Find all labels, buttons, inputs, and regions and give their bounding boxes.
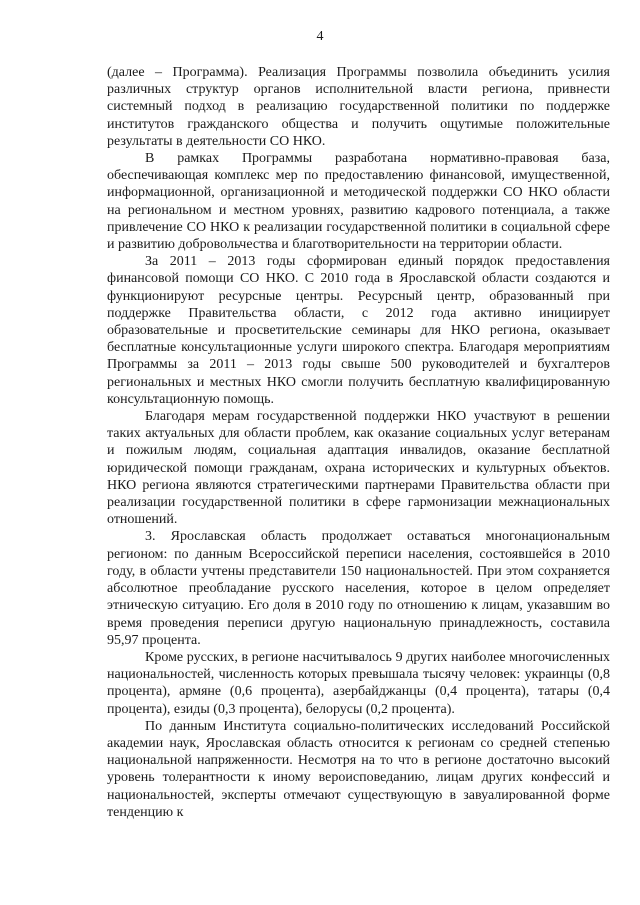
- paragraph: В рамках Программы разработана нормативно-правовая база, обеспечивающая комплекс мер по предоставлению финансовой, имущественной, информационной, организационной и методической поддержки СО НКО области на региональном и местном уровнях, развитию кадрового потенциала, а также привлечение СО НКО к реализации государственной политики в социальной сфере и развитию добровольчества и благотворительности на территории области.: [107, 151, 610, 253]
- paragraph: По данным Института социально-политических исследований Российской академии наук, Ярославская область относится к регионам со средней степенью национальной напряженности. Несмотря на то что в регионе достаточно высокий уровень толерантности к иному вероисповеданию, лицам других конфессий и национальностей, эксперты отмечают существующую в завуалированной форме тенденцию к: [107, 718, 610, 820]
- paragraph: За 2011 – 2013 годы сформирован единый порядок предоставления финансовой помощи СО НКО. С 2010 года в Ярославской области создаются и функционируют ресурсные центры. Ресурсный центр, образованный при поддержке Правительства области, с 2012 года активно инициирует образовательные и просветительские семинары для НКО региона, оказывает бесплатные консультационные услуги широкого спектра. Благодаря мероприятиям Программы за 2011 – 2013 годы свыше 500 руководителей и бухгалтеров региональных и местных НКО смогли получить бесплатную квалифицированную консультационную помощь.: [107, 254, 610, 407]
- paragraph: 3. Ярославская область продолжает оставаться многонациональным регионом: по данным Всероссийской переписи населения, состоявшейся в 2010 году, в области учтены представители 150 национальностей. При этом сохраняется абсолютное преобладание русского населения, которое в целом определяет этническую ситуацию. Его доля в 2010 году по отношению к лицам, указавшим во время проведения переписи другую национальную принадлежность, составила 95,97 процента.: [107, 529, 610, 648]
- body-text: [107, 64, 610, 821]
- paragraph: Кроме русских, в регионе насчитывалось 9 других наиболее многочисленных национальностей, численность которых превышала тысячу человек: украинцы (0,8 процента), армяне (0,6 процента), азербайджанцы (0,4 процента), татары (0,4 процента), езиды (0,3 процента), белорусы (0,2 процента).: [107, 649, 610, 717]
- paragraph: (далее – Программа). Реализация Программы позволила объединить усилия различных структур органов исполнительной власти региона, привнести системный подход в реализацию государственной политики по поддержке институтов гражданского общества и получить ощутимые положительные результаты в деятельности СО НКО.: [107, 65, 610, 149]
- paragraph: Благодаря мерам государственной поддержки НКО участвуют в решении таких актуальных для области проблем, как оказание социальных услуг ветеранам и пожилым людям, социальная адаптация инвалидов, оказание бесплатной юридической помощи гражданам, охрана исторических и культурных объектов. НКО региона являются стратегическими партнерами Правительства области при реализации государственной политики в сфере гармонизации межнациональных отношений.: [107, 409, 610, 528]
- page-number: 4: [316, 29, 324, 44]
